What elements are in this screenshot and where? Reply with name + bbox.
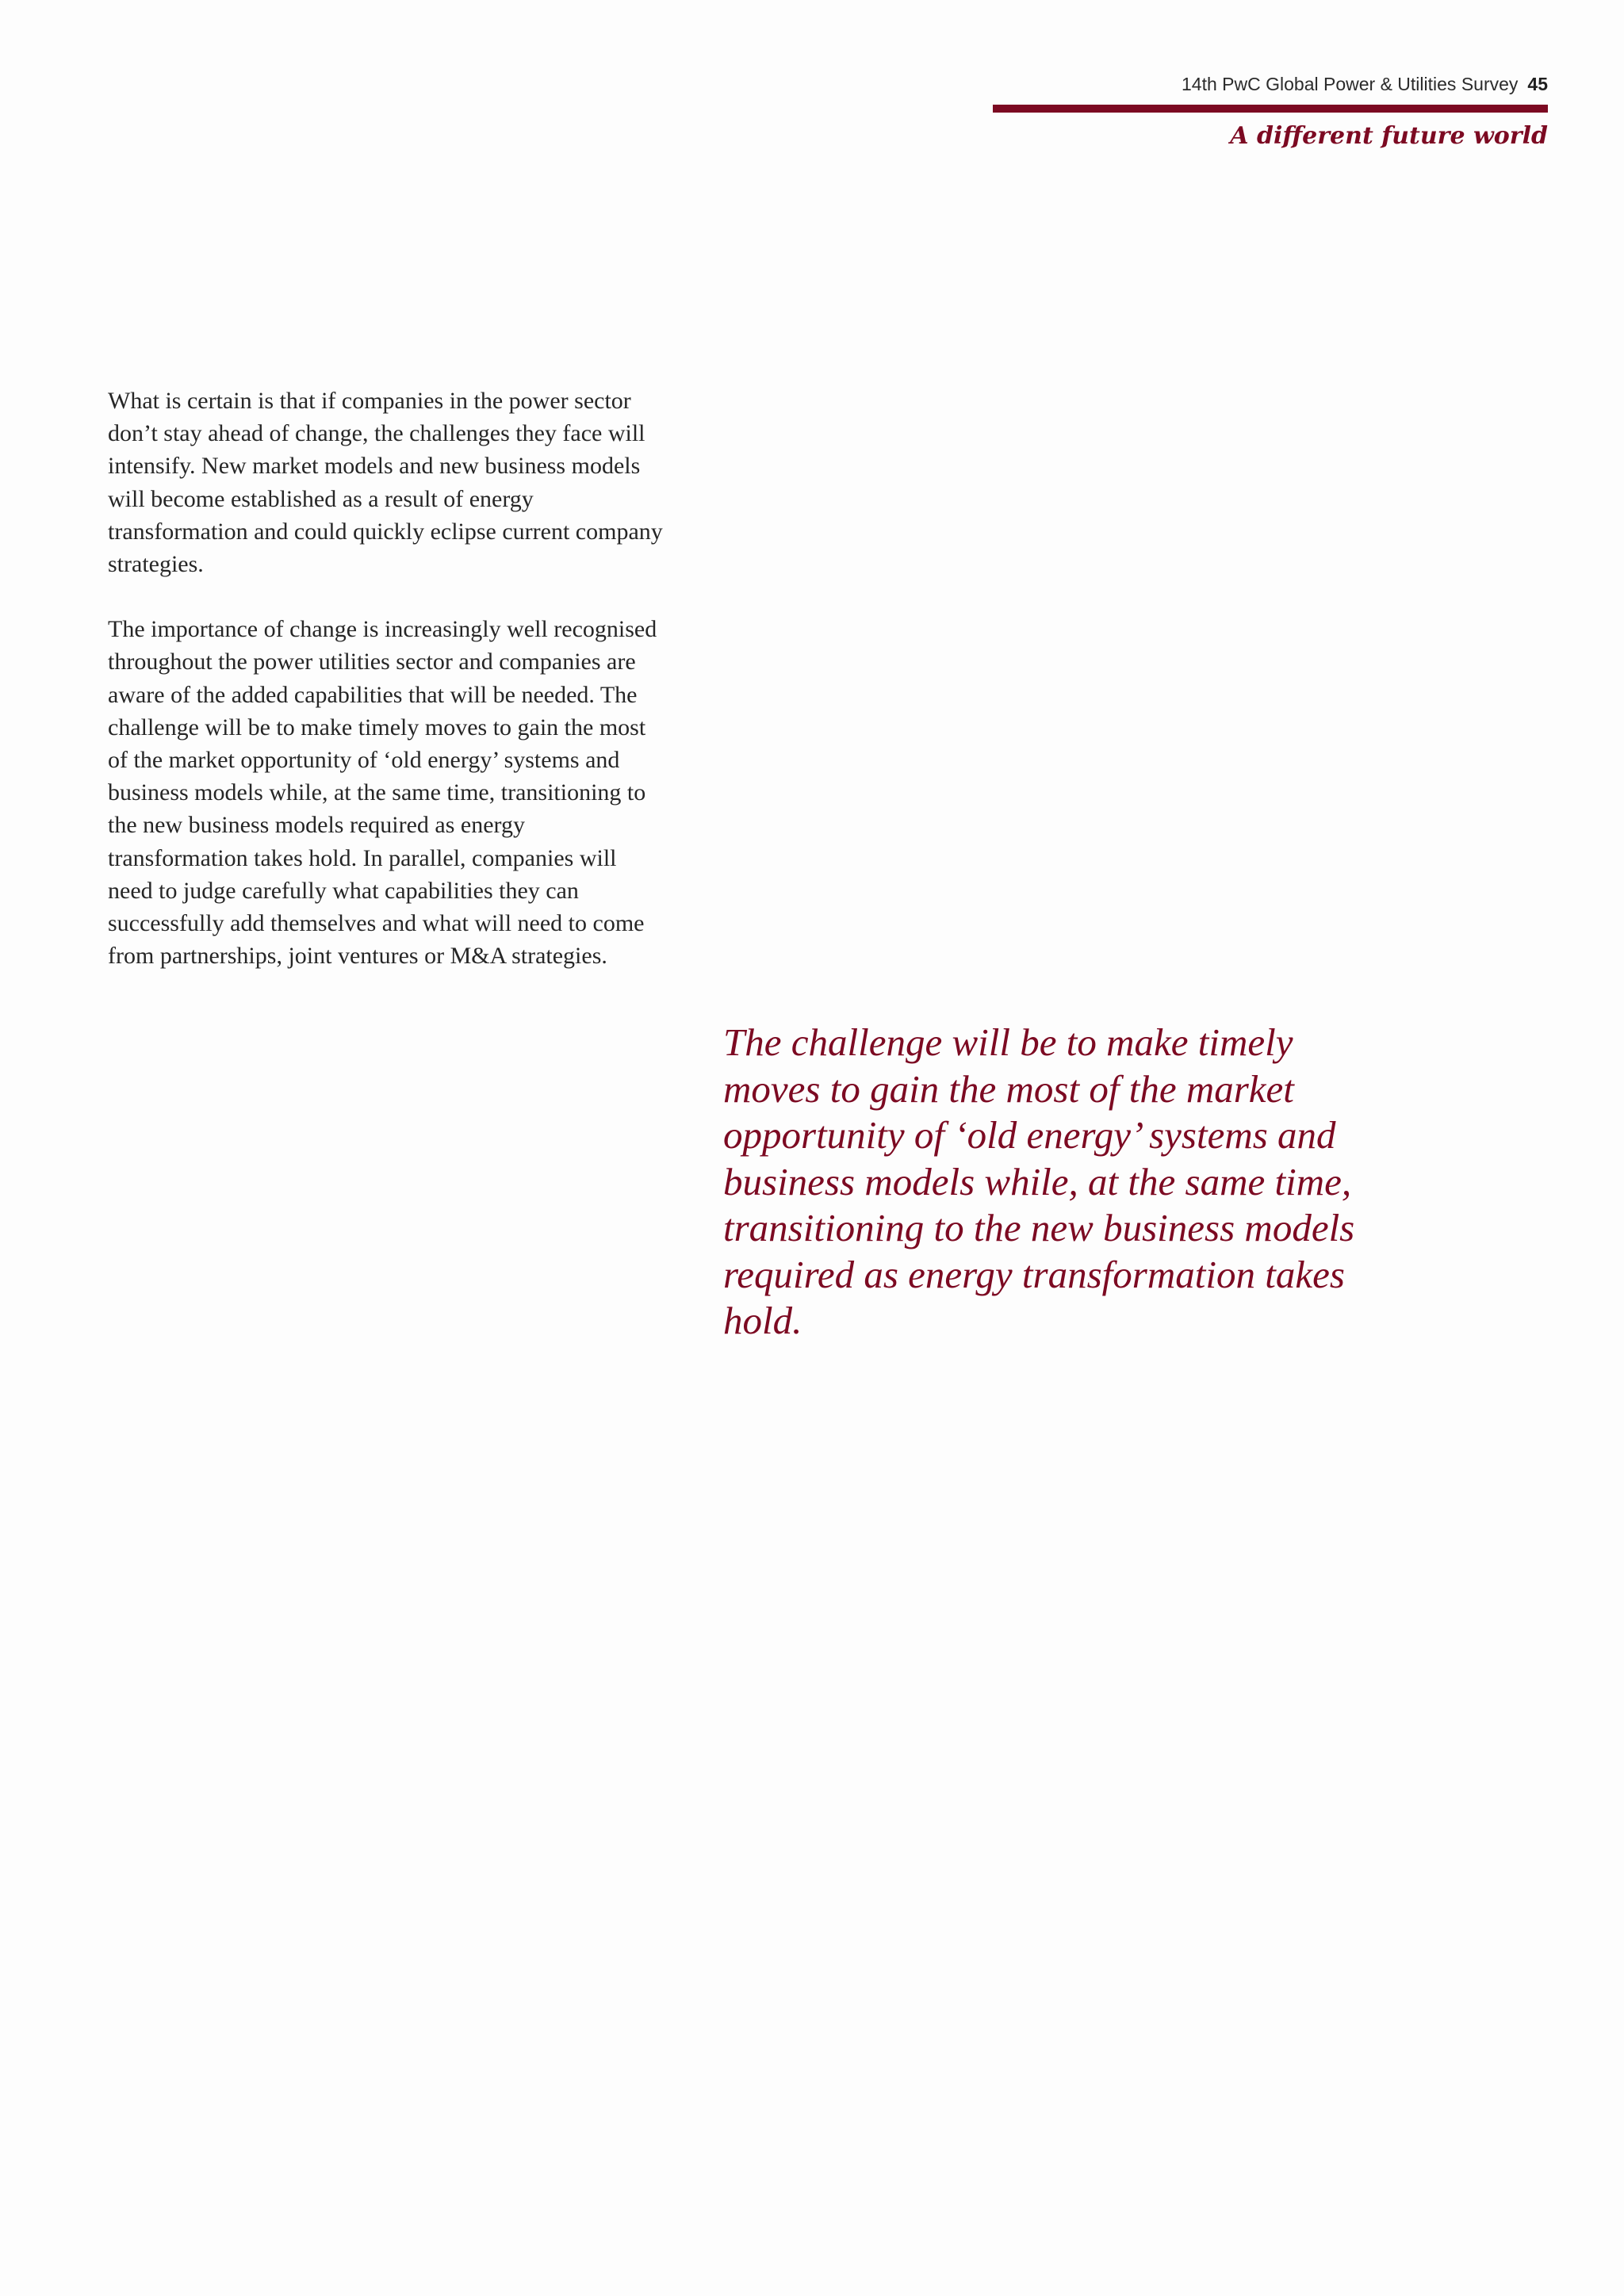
body-text-column bbox=[108, 385, 663, 1004]
body-paragraph: The importance of change is increasingly well recognised throughout the power utilities sector and companies are aware of the added capabilities that will be needed. The challenge will be to make timely moves to gain the most of the market opportunity of ‘old energy’ systems and business models while, at the same time, transitioning to the new business models required as energy transformation takes hold. In parallel, companies will need to judge carefully what capabilities they can successfully add themselves and what will need to come from partnerships, joint ventures or M&A strategies. bbox=[108, 616, 657, 970]
body-paragraph: What is certain is that if companies in the power sector don’t stay ahead of change, the challenges they face will intensify. New market models and new business models will become established as a result of energy transformation and could quickly eclipse current company strategies. bbox=[108, 388, 663, 578]
header-rule bbox=[993, 105, 1548, 113]
survey-title: 14th PwC Global Power & Utilities Survey bbox=[1182, 74, 1519, 94]
page-number: 45 bbox=[1527, 74, 1548, 94]
section-title: A different future world bbox=[1230, 122, 1548, 150]
pull-quote: The challenge will be to make timely moves to gain the most of the market opportunity of ‘old energy’ systems and business models while, at the same time, transitioning to the new business models required as energy transformation takes hold. bbox=[723, 1020, 1355, 1342]
page-header bbox=[993, 71, 1548, 151]
running-header bbox=[993, 71, 1548, 97]
